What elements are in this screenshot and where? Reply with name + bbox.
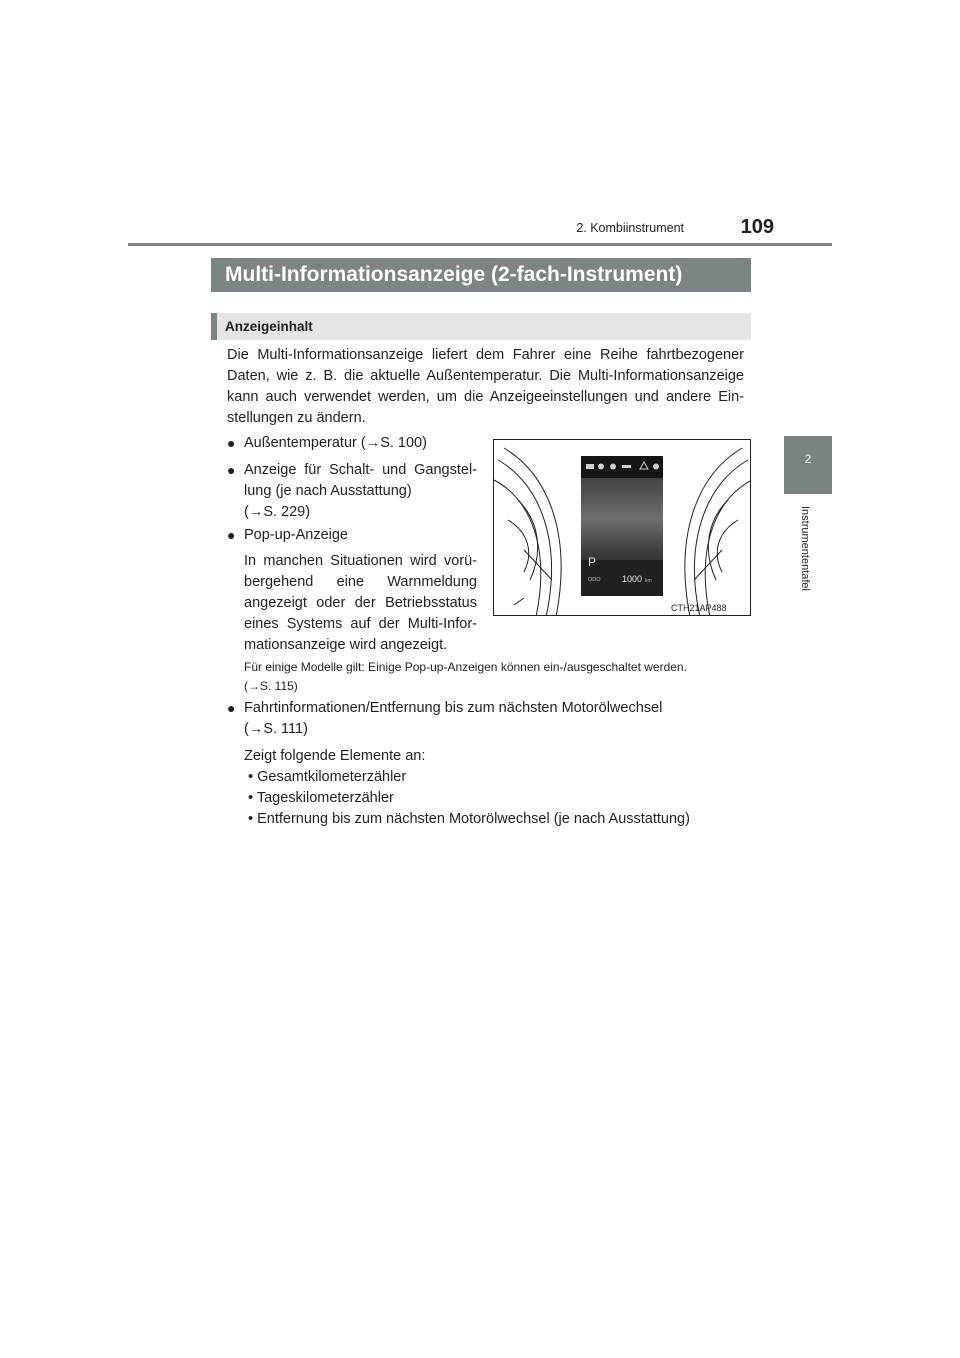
instrument-cluster-illustration xyxy=(493,439,751,616)
intro-paragraph xyxy=(227,344,744,432)
intro-line: kann auch verwendet werden, um die Anzeigeeinstellungen und andere Ein- xyxy=(227,389,744,405)
intro-line: stellungen zu ändern. xyxy=(227,410,366,426)
header-section-title: 2. Kombiinstrument xyxy=(576,221,684,235)
bullet-dot: ● xyxy=(227,700,236,716)
chapter-tab-label: Instrumententafel xyxy=(799,506,811,591)
popup-desc-line: bergehend eine Warnmeldung xyxy=(244,574,477,590)
popup-desc-line: angezeigt oder der Betriebsstatus xyxy=(244,595,477,611)
intro-line: Daten, wie z. B. die aktuelle Außentemperatur. Die Multi-Informationsanzeige xyxy=(227,368,744,384)
element-item: • Gesamtkilometerzähler xyxy=(248,769,407,785)
subsection-heading-bar xyxy=(211,313,217,340)
popup-desc-line: In manchen Situationen wird vorü- xyxy=(244,553,477,569)
intro-line: Die Multi-Informationsanzeige liefert dem Fahrer eine Reihe fahrtbezogener xyxy=(227,347,744,363)
odo-unit: km xyxy=(645,578,652,584)
section-heading xyxy=(211,258,751,292)
bullet-outside-temperature: Außentemperatur (→S. 100) xyxy=(244,435,427,451)
bullet-popup-display: Pop-up-Anzeige xyxy=(244,527,348,543)
bullet-gear-display-link: (→S. 229) xyxy=(244,504,311,520)
popup-desc-line: mationsanzeige wird angezeigt. xyxy=(244,637,448,653)
note-line: Für einige Modelle gilt: Einige Pop-up-Anzeigen können ein-/ausgeschaltet werden. xyxy=(244,660,687,674)
bullet-list xyxy=(227,432,487,652)
subsection-heading-text: Anzeigeinhalt xyxy=(225,319,313,334)
odo-value: 1000 xyxy=(622,574,643,584)
chapter-tab-number: 2 xyxy=(804,452,812,466)
bullet-trip-info-link: (→S. 111) xyxy=(244,721,308,737)
note xyxy=(244,658,744,698)
section-heading-text: Multi-Informationsanzeige (2-fach-Instrument) xyxy=(225,263,683,286)
popup-desc-line: eines Systems auf der Multi-Infor- xyxy=(244,616,477,632)
header-rule xyxy=(128,243,832,246)
trip-info-block xyxy=(227,697,747,827)
bullet-trip-info: Fahrtinformationen/Entfernung bis zum nächsten Motorölwechsel xyxy=(244,700,663,716)
figure-code: CTH21AP488 xyxy=(671,603,727,613)
bullet-dot: ● xyxy=(227,527,236,543)
odo-label: ODO xyxy=(588,577,601,583)
subsection-heading xyxy=(211,313,751,340)
element-item: • Tageskilometerzähler xyxy=(248,790,394,806)
page-number: 109 xyxy=(740,216,774,238)
element-item: • Entfernung bis zum nächsten Motorölwechsel (je nach Ausstattung) xyxy=(248,811,690,827)
elements-intro: Zeigt folgende Elemente an: xyxy=(244,748,426,764)
bullet-gear-display-line: lung (je nach Ausstattung) xyxy=(244,483,412,499)
bullet-dot: ● xyxy=(227,435,236,451)
bullet-dot: ● xyxy=(227,462,236,478)
note-line: (→S. 115) xyxy=(244,679,298,693)
bullet-gear-display-line: Anzeige für Schalt- und Gangstel- xyxy=(244,462,477,478)
instrument-cluster-drawing xyxy=(494,440,751,616)
gear-indicator: P xyxy=(588,555,597,569)
